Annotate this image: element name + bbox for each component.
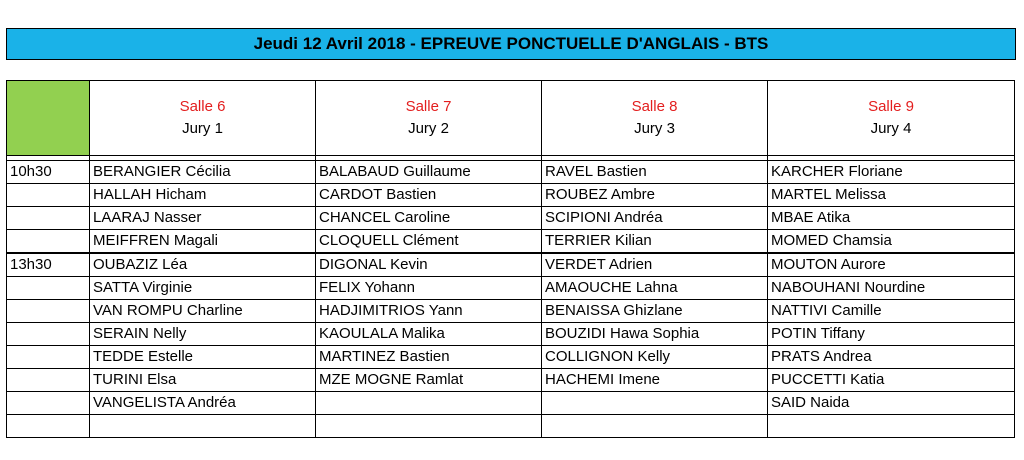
time-slot-cell — [7, 207, 90, 230]
table-row — [7, 323, 1015, 346]
candidate-cell: NATTIVI Camille — [768, 300, 1015, 323]
candidate-cell: TERRIER Kilian — [542, 230, 768, 254]
table-row — [7, 346, 1015, 369]
page-title: Jeudi 12 Avril 2018 - EPREUVE PONCTUELLE D'ANGLAIS - BTS — [253, 34, 769, 53]
candidate-cell: HADJIMITRIOS Yann — [316, 300, 542, 323]
candidate-cell: MBAE Atika — [768, 207, 1015, 230]
jury-label: Jury 3 — [634, 120, 675, 137]
candidate-cell: MOUTON Aurore — [768, 253, 1015, 277]
jury-label: Jury 1 — [182, 120, 223, 137]
candidate-cell: MEIFFREN Magali — [90, 230, 316, 254]
table-row — [7, 207, 1015, 230]
time-slot-cell — [7, 230, 90, 254]
table-row — [7, 392, 1015, 415]
candidate-cell: SERAIN Nelly — [90, 323, 316, 346]
candidate-cell — [768, 415, 1015, 438]
time-slot-cell — [7, 369, 90, 392]
candidate-cell: HALLAH Hicham — [90, 184, 316, 207]
candidate-cell: PUCCETTI Katia — [768, 369, 1015, 392]
candidate-cell: SATTA Virginie — [90, 277, 316, 300]
candidate-cell: VERDET Adrien — [542, 253, 768, 277]
room-label: Salle 6 — [179, 98, 226, 115]
column-header — [90, 81, 316, 156]
candidate-cell: MARTINEZ Bastien — [316, 346, 542, 369]
header-row — [7, 81, 1015, 156]
time-slot-cell — [7, 184, 90, 207]
candidate-cell: AMAOUCHE Lahna — [542, 277, 768, 300]
candidate-cell: KARCHER Floriane — [768, 161, 1015, 184]
column-header — [316, 81, 542, 156]
time-slot-cell — [7, 346, 90, 369]
candidate-cell: TURINI Elsa — [90, 369, 316, 392]
page-title-banner — [6, 28, 1016, 60]
candidate-cell: MOMED Chamsia — [768, 230, 1015, 254]
candidate-cell: COLLIGNON Kelly — [542, 346, 768, 369]
jury-label: Jury 2 — [408, 120, 449, 137]
time-slot-cell — [7, 277, 90, 300]
candidate-cell: ROUBEZ Ambre — [542, 184, 768, 207]
candidate-cell: CHANCEL Caroline — [316, 207, 542, 230]
candidate-cell: OUBAZIZ Léa — [90, 253, 316, 277]
candidate-cell: DIGONAL Kevin — [316, 253, 542, 277]
candidate-cell: BENAISSA Ghizlane — [542, 300, 768, 323]
candidate-cell: VANGELISTA Andréa — [90, 392, 316, 415]
schedule-table — [6, 80, 1015, 438]
schedule-table-body — [7, 81, 1015, 438]
candidate-cell: VAN ROMPU Charline — [90, 300, 316, 323]
table-row — [7, 300, 1015, 323]
time-slot-cell — [7, 415, 90, 438]
candidate-cell: PRATS Andrea — [768, 346, 1015, 369]
time-slot-cell — [7, 392, 90, 415]
room-label: Salle 8 — [631, 98, 678, 115]
time-slot-cell — [7, 300, 90, 323]
column-header — [542, 81, 768, 156]
candidate-cell: MARTEL Melissa — [768, 184, 1015, 207]
candidate-cell: NABOUHANI Nourdine — [768, 277, 1015, 300]
table-row — [7, 415, 1015, 438]
candidate-cell: SAID Naida — [768, 392, 1015, 415]
candidate-cell: CARDOT Bastien — [316, 184, 542, 207]
candidate-cell: TEDDE Estelle — [90, 346, 316, 369]
table-row — [7, 161, 1015, 184]
candidate-cell: POTIN Tiffany — [768, 323, 1015, 346]
candidate-cell: MZE MOGNE Ramlat — [316, 369, 542, 392]
table-row — [7, 369, 1015, 392]
candidate-cell: CLOQUELL Clément — [316, 230, 542, 254]
candidate-cell — [542, 392, 768, 415]
room-label: Salle 9 — [868, 98, 914, 115]
time-slot-cell — [7, 323, 90, 346]
candidate-cell — [542, 415, 768, 438]
candidate-cell: HACHEMI Imene — [542, 369, 768, 392]
column-header — [768, 81, 1015, 156]
time-slot-cell: 10h30 — [7, 161, 90, 184]
table-row — [7, 277, 1015, 300]
room-label: Salle 7 — [405, 98, 452, 115]
candidate-cell: KAOULALA Malika — [316, 323, 542, 346]
candidate-cell — [316, 392, 542, 415]
table-row — [7, 184, 1015, 207]
jury-label: Jury 4 — [870, 120, 912, 137]
candidate-cell: BERANGIER Cécilia — [90, 161, 316, 184]
time-slot-cell: 13h30 — [7, 253, 90, 277]
table-row — [7, 253, 1015, 277]
candidate-cell: LAARAJ Nasser — [90, 207, 316, 230]
table-row — [7, 230, 1015, 254]
candidate-cell: BOUZIDI Hawa Sophia — [542, 323, 768, 346]
candidate-cell — [90, 415, 316, 438]
candidate-cell: SCIPIONI Andréa — [542, 207, 768, 230]
candidate-cell: FELIX Yohann — [316, 277, 542, 300]
candidate-cell: BALABAUD Guillaume — [316, 161, 542, 184]
corner-cell — [7, 81, 90, 156]
candidate-cell — [316, 415, 542, 438]
candidate-cell: RAVEL Bastien — [542, 161, 768, 184]
